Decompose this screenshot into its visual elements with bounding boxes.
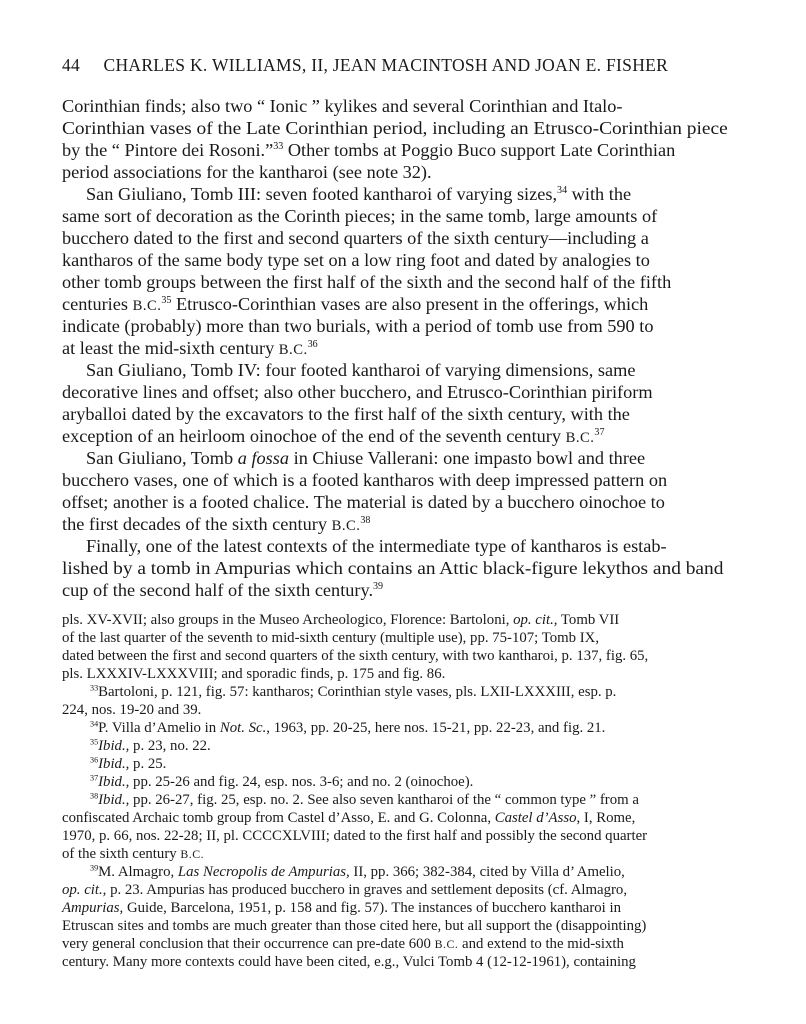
footnote-line bbox=[62, 847, 204, 862]
text-run: P. Villa d’Amelio in bbox=[98, 720, 220, 736]
footnote-line: Etruscan sites and tombs are much greater than those cited here, but all support the (disappointing) bbox=[62, 918, 647, 934]
footnote-ref-37[interactable]: 37 bbox=[594, 426, 605, 438]
page-number: 44 bbox=[62, 55, 81, 75]
era-abbrev: B.C. bbox=[565, 430, 595, 446]
footnote-33 bbox=[90, 685, 616, 700]
text-run: II, pp. 366; 382-384, cited by Villa d’ Amelio, bbox=[349, 864, 625, 880]
footnote-number: 35 bbox=[90, 737, 99, 747]
body-line: lished by a tomb in Ampurias which contains an Attic black-figure lekythos and band bbox=[62, 558, 724, 578]
italic-run: Ibid., bbox=[98, 792, 130, 808]
italic-run: Not. Sc., bbox=[219, 720, 271, 736]
text-run: in Chiuse Vallerani: one impasto bowl and three bbox=[289, 448, 646, 468]
text-run: exception of an heirloom oinochoe of the end of the seventh century bbox=[62, 426, 566, 446]
italic-run: Las Necropolis de Ampurias, bbox=[177, 864, 350, 880]
footnote-34 bbox=[90, 721, 605, 736]
text-run: confiscated Archaic tomb group from Castel d’Asso, E. and G. Colonna, bbox=[62, 810, 495, 826]
body-line bbox=[86, 449, 645, 467]
footnote-number: 34 bbox=[90, 719, 99, 729]
text-run: San Giuliano, Tomb bbox=[86, 448, 238, 468]
footnote-ref-33[interactable]: 33 bbox=[273, 140, 284, 152]
footnote-number: 39 bbox=[90, 863, 99, 873]
italic-run: Ibid., bbox=[98, 756, 130, 772]
italic-run: op. cit., bbox=[513, 612, 558, 628]
body-line bbox=[62, 427, 604, 446]
footnote-line bbox=[62, 883, 627, 898]
italic-run: Castel d’Asso, bbox=[494, 810, 581, 826]
footnote-ref-34[interactable]: 34 bbox=[557, 184, 568, 196]
text-run: Etrusco-Corinthian vases are also present in the offerings, which bbox=[171, 294, 649, 314]
footnote-line bbox=[62, 613, 619, 628]
body-line bbox=[62, 581, 383, 599]
body-line: bucchero vases, one of which is a footed kantharos with deep impressed pattern on bbox=[62, 470, 668, 490]
era-abbrev: B.C. bbox=[132, 298, 162, 314]
body-line: San Giuliano, Tomb IV: four footed kantharoi of varying dimensions, same bbox=[86, 360, 636, 380]
text-run: I, Rome, bbox=[580, 810, 636, 826]
text-run: of the sixth century bbox=[62, 846, 181, 862]
era-abbrev: B.C. bbox=[331, 518, 361, 534]
body-line: aryballoi dated by the excavators to the first half of the sixth century, with the bbox=[62, 404, 630, 424]
footnote-line: of the last quarter of the seventh to mid-sixth century (multiple use), pp. 75-107; Tomb IX, bbox=[62, 630, 600, 646]
text-run: Guide, Barcelona, 1951, p. 158 and fig. 57). The instances of bucchero kantharoi in bbox=[123, 900, 621, 916]
text-run: pp. 26-27, fig. 25, esp. no. 2. See also seven kantharoi of the “ common type ” from a bbox=[129, 792, 639, 808]
body-line: bucchero dated to the first and second quarters of the sixth century—including a bbox=[62, 228, 649, 248]
body-line bbox=[62, 295, 648, 314]
body-line bbox=[86, 185, 631, 203]
body-line: other tomb groups between the first half of the sixth and the second half of the fifth bbox=[62, 272, 672, 292]
text-run: p. 23, no. 22. bbox=[129, 738, 211, 754]
text-run: cup of the second half of the sixth century. bbox=[62, 580, 374, 600]
footnote-ref-36[interactable]: 36 bbox=[307, 338, 318, 350]
body-line bbox=[62, 339, 318, 358]
footnote-37 bbox=[90, 775, 473, 790]
body-line: indicate (probably) more than two burials, with a period of tomb use from 590 to bbox=[62, 316, 654, 336]
text-run: the first decades of the sixth century bbox=[62, 514, 332, 534]
footnote-line: 1970, p. 66, nos. 22-28; II, pl. CCCCXLVIII; dated to the first half and possibly the second quarter bbox=[62, 828, 648, 844]
text-run: Bartoloni, p. 121, fig. 57: kantharos; Corinthian style vases, pls. LXII-LXXXIII, esp. p. bbox=[98, 684, 617, 700]
footnote-35 bbox=[90, 739, 211, 754]
footnote-number: 37 bbox=[90, 773, 99, 783]
text-run: San Giuliano, Tomb III: seven footed kantharoi of varying sizes, bbox=[86, 184, 558, 204]
footnote-line bbox=[62, 811, 635, 826]
text-run: centuries bbox=[62, 294, 133, 314]
footnote-number: 33 bbox=[90, 683, 99, 693]
body-line: Finally, one of the latest contexts of the intermediate type of kantharos is estab- bbox=[86, 536, 667, 556]
text-run: p. 25. bbox=[129, 756, 167, 772]
era-abbrev: B.C. bbox=[180, 847, 205, 861]
footnote-line: 224, nos. 19-20 and 39. bbox=[62, 702, 202, 718]
footnote-39 bbox=[90, 865, 625, 880]
footnote-line: pls. LXXXIV-LXXXVIII; and sporadic finds, p. 175 and fig. 86. bbox=[62, 666, 446, 682]
header-authors: CHARLES K. WILLIAMS, II, JEAN MACINTOSH AND JOAN E. FISHER bbox=[103, 55, 669, 75]
italic-run: op. cit., bbox=[62, 882, 107, 898]
italic-run: Ibid., bbox=[98, 738, 130, 754]
footnote-number: 38 bbox=[90, 791, 99, 801]
era-abbrev: B.C. bbox=[278, 342, 308, 358]
text-run: and extend to the mid-sixth bbox=[458, 936, 624, 952]
text-run: very general conclusion that their occurrence can pre-date 600 bbox=[62, 936, 435, 952]
footnote-ref-35[interactable]: 35 bbox=[161, 294, 172, 306]
text-run: Other tombs at Poggio Buco support Late Corinthian bbox=[283, 140, 676, 160]
body-line: Corinthian finds; also two “ Ionic ” kylikes and several Corinthian and Italo- bbox=[62, 96, 623, 116]
italic-run: Ibid., bbox=[98, 774, 130, 790]
italic-run: a fossa bbox=[237, 448, 290, 468]
text-run: Tomb VII bbox=[557, 612, 620, 628]
text-run: M. Almagro, bbox=[98, 864, 178, 880]
footnote-line: century. Many more contexts could have been cited, e.g., Vulci Tomb 4 (12-12-1961), containing bbox=[62, 954, 636, 970]
text-run: p. 23. Ampurias has produced bucchero in graves and settlement deposits (cf. Almagro, bbox=[106, 882, 628, 898]
footnote-ref-38[interactable]: 38 bbox=[360, 514, 371, 526]
era-abbrev: B.C. bbox=[434, 937, 459, 951]
footnote-ref-39[interactable]: 39 bbox=[373, 580, 384, 592]
footnote-38 bbox=[90, 793, 639, 808]
text-run: by the “ Pintore dei Rosoni.” bbox=[62, 140, 274, 160]
italic-run: Ampurias, bbox=[62, 900, 124, 916]
text-run: with the bbox=[567, 184, 632, 204]
body-line: decorative lines and offset; also other bucchero, and Etrusco-Corinthian piriform bbox=[62, 382, 653, 402]
footnote-36 bbox=[90, 757, 166, 772]
footnote-line: dated between the first and second quarters of the sixth century, with two kantharoi, p. 137, fig. 65, bbox=[62, 648, 649, 664]
text-run: pls. XV-XVII; also groups in the Museo Archeologico, Florence: Bartoloni, bbox=[62, 612, 514, 628]
footnote-line bbox=[62, 901, 621, 916]
text-run: 1963, pp. 20-25, here nos. 15-21, pp. 22-23, and fig. 21. bbox=[270, 720, 606, 736]
text-run: at least the mid-sixth century bbox=[62, 338, 279, 358]
footnote-number: 36 bbox=[90, 755, 99, 765]
body-line: Corinthian vases of the Late Corinthian period, including an Etrusco-Corinthian piece bbox=[62, 118, 728, 138]
body-line: same sort of decoration as the Corinth pieces; in the same tomb, large amounts of bbox=[62, 206, 658, 226]
body-line bbox=[62, 515, 370, 534]
running-header bbox=[62, 55, 668, 76]
body-line: kantharos of the same body type set on a low ring foot and dated by analogies to bbox=[62, 250, 650, 270]
body-line bbox=[62, 141, 675, 159]
footnote-line bbox=[62, 937, 624, 952]
body-line: offset; another is a footed chalice. The material is dated by a bucchero oinochoe to bbox=[62, 492, 665, 512]
body-line: period associations for the kantharoi (see note 32). bbox=[62, 162, 432, 182]
text-run: pp. 25-26 and fig. 24, esp. nos. 3-6; and no. 2 (oinochoe). bbox=[129, 774, 474, 790]
